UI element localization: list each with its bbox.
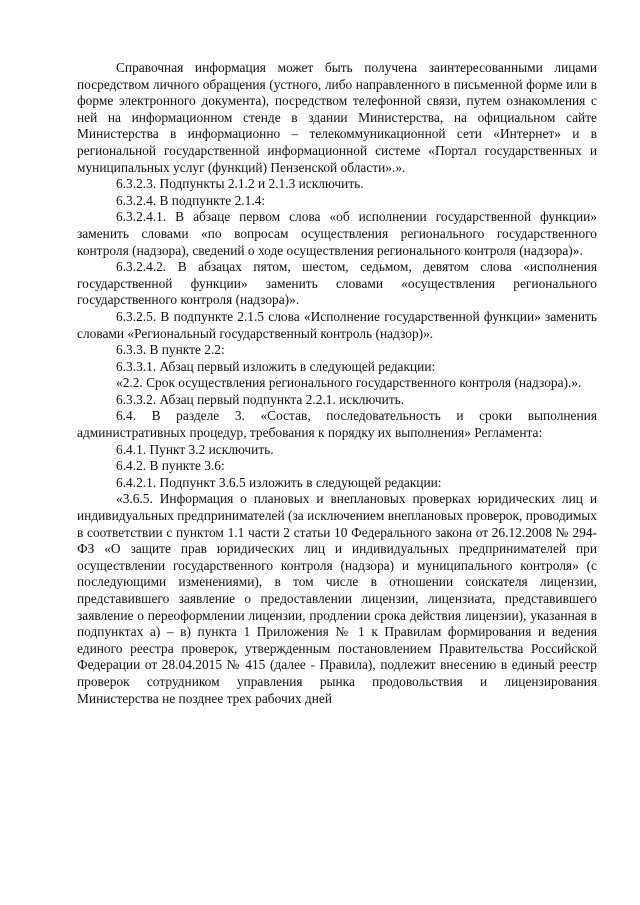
paragraph-6-3-2-4-1: 6.3.2.4.1. В абзаце первом слова «об исполнении государственной функции» заменить словами «по вопросам осуществления регионального государственного контроля (надзора), сведений о ходе осуществления регионального контроля (надзора)». — [77, 209, 597, 258]
paragraph-6-3-2-4: 6.3.2.4. В подпункте 2.1.4: — [116, 192, 266, 208]
paragraph-6-3-3-2: 6.3.3.2. Абзац первый подпункта 2.2.1. исключить. — [116, 391, 405, 407]
paragraph-6-3-2-5: 6.3.2.5. В подпункте 2.1.5 слова «Исполнение государственной функции» заменить словами «Региональный государственный контроль (надзор)». — [77, 308, 597, 341]
paragraph-6-4-2: 6.4.2. В пункте 3.6: — [116, 458, 225, 474]
paragraph-6-3-2-4-2: 6.3.2.4.2. В абзацах пятом, шестом, седьмом, девятом слова «исполнения государственной функции» заменить словами «осуществления регионального государственного контроля (надзора)». — [77, 259, 597, 308]
paragraph-6-4-2-1: 6.4.2.1. Подпункт 3.6.5 изложить в следующей редакции: — [116, 474, 442, 490]
document-page — [77, 60, 597, 707]
paragraph-6-3-2-3: 6.3.2.3. Подпункты 2.1.2 и 2.1.3 исключить. — [116, 176, 364, 192]
paragraph-6-3-3-1: 6.3.3.1. Абзац первый изложить в следующей редакции: — [116, 358, 436, 374]
paragraph-6-4: 6.4. В разделе 3. «Состав, последовательность и сроки выполнения административных процедур, требования к порядку их выполнения» Регламента: — [77, 408, 597, 441]
paragraph-6-4-1: 6.4.1. Пункт 3.2 исключить. — [116, 441, 274, 457]
paragraph-quote-2-2: «2.2. Срок осуществления регионального государственного контроля (надзора).». — [116, 375, 582, 391]
paragraph-reference-info: Справочная информация может быть получена заинтересованными лицами посредством личного обращения (устного, либо направленного в письменной форме или в форме электронного документа), посредством телефонной связи, путем ознакомления с ней на информационном стенде в здании Министерства, на официальном сайте Министерства в информационно – телекоммуникационной сети «Интернет» и в региональной государственной информационной системе «Портал государственных и муниципальных услуг (функций) Пензенской области».». — [77, 60, 597, 175]
paragraph-6-3-3: 6.3.3. В пункте 2.2: — [116, 342, 225, 358]
paragraph-quote-3-6-5: «3.6.5. Информация о плановых и внеплановых проверках юридических лиц и индивидуальных предпринимателей (за исключением внеплановых проверок, проводимых в соответствии с пунктом 1.1 части 2 статьи 10 Федерального закона от 26.12.2008 № 294-ФЗ «О защите прав юридических лиц и индивидуальных предпринимателей при осуществлении государственного контроля (надзора) и муниципального контроля» (с последующими изменениями), в том числе в отношении соискателя лицензии, представившего заявление о предоставлении лицензии, лицензиата, представившего заявление о переоформлении лицензии, продлении срока действия лицензии), указанная в подпунктах а) – в) пункта 1 Приложения № 1 к Правилам формирования и ведения единого реестра проверок, утвержденным постановлением Правительства Российской Федерации от 28.04.2015 № 415 (далее - Правила), подлежит внесению в единый реестр проверок сотрудником управления рынка продовольствия и лицензирования Министерства не позднее трех рабочих дней — [77, 491, 597, 706]
